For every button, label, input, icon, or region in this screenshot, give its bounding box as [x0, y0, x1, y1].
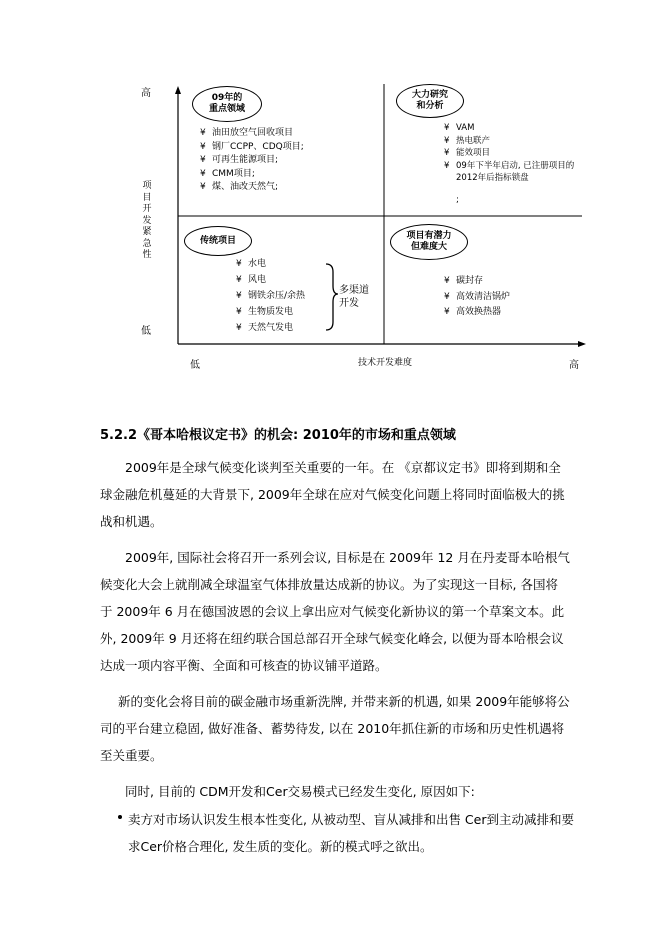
bullet-item: 卖方对市场认识发生根本性变化, 从被动型、盲从减排和出售 Cer到主动减排和要求Cer价格合理化, 发生质的变化。新的模式呼之欲出。 [128, 812, 574, 854]
x-axis-arrow [578, 341, 586, 347]
bubble-top-right [396, 84, 464, 118]
list-item: ¥ 热电联产 [444, 135, 576, 148]
list-item: ¥ 生物质发电 [236, 304, 305, 320]
y-axis-char: 性 [142, 250, 152, 260]
paragraph-text: 同时, 目前的 CDM开发和Cer交易模式已经发生变化, 原因如下: [125, 784, 475, 799]
top-right-item-list [444, 122, 576, 185]
bottom-right-item-list [444, 274, 510, 321]
x-axis-label: 技术开发难度 [358, 358, 413, 368]
bubble-title-line: 传统项目 [199, 235, 236, 246]
brace-note-line: 开发 [339, 298, 359, 309]
paragraph-text: 2009年是全球气候变化谈判至关重要的一年。在 《京都议定书》即将到期和全球金融危机蔓延的大背景下, 2009年全球在应对气候变化问题上将同时面临极大的挑战和机遇。 [100, 460, 565, 529]
paragraph-2 [100, 544, 570, 679]
bubble-title-line: 项目有潜力 [406, 231, 452, 241]
brace-note-line: 多渠道 [339, 285, 369, 296]
section-heading: 5.2.2《哥本哈根议定书》的机会: 2010年的市场和重点领域 [100, 428, 456, 443]
list-item: ¥ 钢铁余压/余热 [236, 288, 305, 304]
brace-shape [326, 264, 338, 330]
y-axis-char: 紧 [142, 227, 152, 237]
y-axis-label [140, 181, 154, 262]
y-axis-char: 目 [142, 192, 152, 203]
paragraph-3 [100, 688, 570, 769]
y-axis-char: 发 [142, 215, 152, 226]
paragraph-4 [100, 778, 570, 805]
list-item: ¥ VAM [444, 122, 576, 135]
diagram-lines [0, 0, 662, 380]
list-item: ¥ 高效清洁锅炉 [444, 290, 510, 306]
bubble-title-line: 但难度大 [410, 242, 447, 252]
list-item: ¥ 能效项目 [444, 147, 576, 160]
x-axis-low: 低 [190, 360, 200, 371]
y-axis-char: 开 [142, 204, 152, 214]
list-item: ¥ 碳封存 [444, 274, 510, 290]
y-axis-arrow [175, 86, 181, 94]
list-item: ¥ CMM项目; [200, 168, 304, 182]
bubble-title-line: 重点领域 [208, 104, 245, 114]
list-item: ¥ 风电 [236, 272, 305, 288]
list-item: ¥ 钢厂CCPP、CDQ项目; [200, 141, 304, 155]
list-item: ¥ 天然气发电 [236, 320, 305, 336]
list-item: ¥ 煤、油改天然气; [200, 181, 304, 195]
list-item: ¥ 水电 [236, 256, 305, 272]
list-item: ¥ 油田放空气回收项目 [200, 127, 304, 141]
paragraph-text: 2009年, 国际社会将召开一系列会议, 目标是在 2009年 12 月在丹麦哥本哈根气候变化大会上就削减全球温室气体排放量达成新的协议。为了实现这一目标, 各国将于 2009年 6 月在德国波恩的会议上拿出应对气候变化新协议的第一个草案文本。此外, 2009年 9 月还将在纽约联合国总部召开全球气候变化峰会, 以便为哥本哈根会议达成一项内容平衡、全面和可核查的协议铺平道路。 [100, 550, 570, 673]
y-axis-char: 急 [142, 238, 152, 249]
bottom-left-item-list [236, 256, 305, 336]
y-axis-char: 项 [142, 181, 152, 191]
list-item: ¥ 09年下半年启动, 已注册项目的2012年后指标锁盘 [444, 160, 576, 185]
paragraph-text: 新的变化会将目前的碳金融市场重新洗牌, 并带来新的机遇, 如果 2009年能够将公司的平台建立稳固, 做好准备、蓄势待发, 以在 2010年抓住新的市场和历史性机遇将至关重要。 [100, 694, 570, 763]
list-item: ¥ 可再生能源项目; [200, 154, 304, 168]
x-axis-high: 高 [569, 360, 579, 371]
bubble-title-line: 09年的 [211, 93, 243, 103]
bubble-title-line: 和分析 [416, 101, 444, 111]
bubble-title-line: 大力研究 [411, 90, 448, 100]
paragraph-1 [100, 454, 570, 535]
y-axis-high: 高 [141, 88, 151, 99]
bullet-dot [118, 815, 122, 819]
brace-note [339, 284, 369, 310]
bubble-bottom-right [390, 224, 468, 260]
bubble-bottom-left [184, 226, 252, 256]
y-axis-low: 低 [141, 326, 151, 337]
top-left-item-list [200, 127, 304, 195]
bubble-top-left [192, 86, 262, 122]
top-right-trailing-mark: ; [456, 195, 459, 205]
list-item: ¥ 高效换热器 [444, 305, 510, 321]
